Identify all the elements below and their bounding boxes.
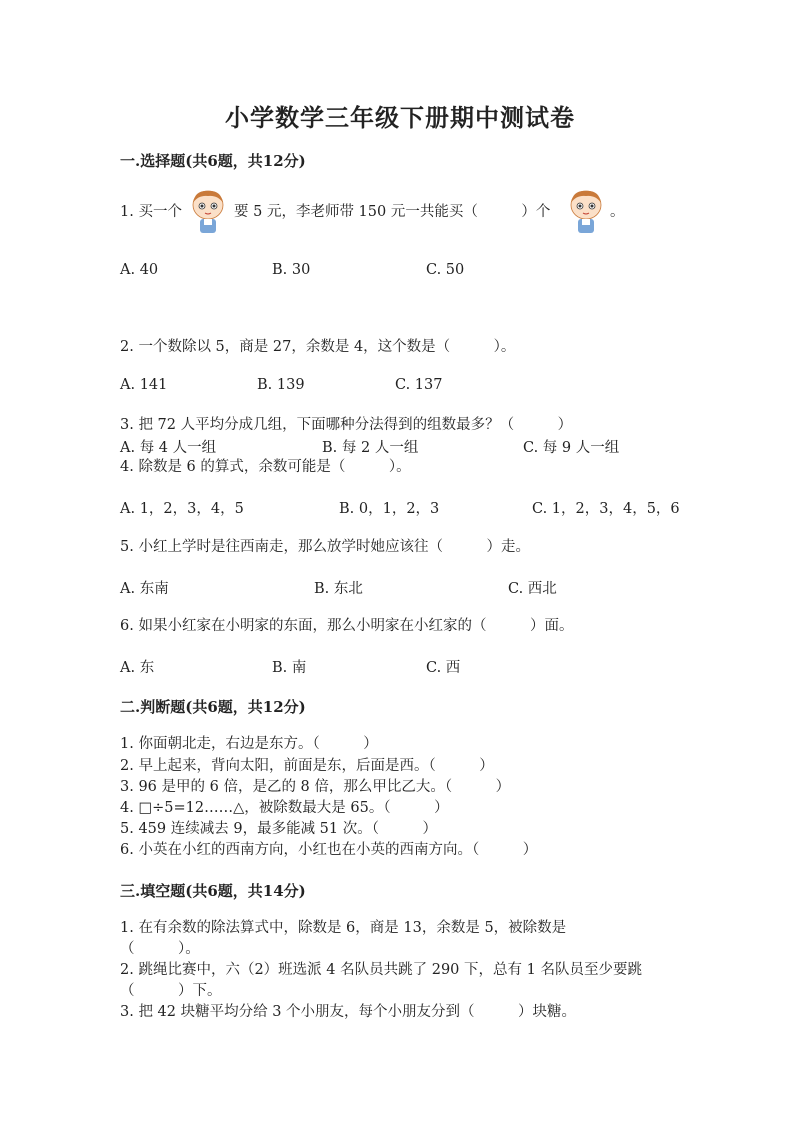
q3-option-b: B. 每 2 人一组 bbox=[322, 440, 419, 456]
q5-option-a: A. 东南 bbox=[120, 581, 169, 597]
q4-option-b: B. 0，1，2，3 bbox=[339, 501, 440, 517]
q1-option-a: A. 40 bbox=[120, 262, 159, 278]
q3-option-a: A. 每 4 人一组 bbox=[120, 440, 217, 456]
page-title: 小学数学三年级下册期中测试卷 bbox=[225, 103, 575, 132]
fill-question-2-line-2: （ ）下。 bbox=[120, 983, 222, 999]
judge-question-5: 5. 459 连续减去 9，最多能减 51 次。（ ） bbox=[120, 821, 437, 837]
question-1-part-a: 1. 买一个 bbox=[120, 204, 182, 220]
q2-option-b: B. 139 bbox=[257, 377, 305, 393]
question-1-part-b: 要 5 元，李老师带 150 元一共能买（ ）个 bbox=[234, 204, 551, 220]
q2-option-a: A. 141 bbox=[120, 377, 168, 393]
judge-question-2: 2. 早上起来，背向太阳，前面是东，后面是西。（ ） bbox=[120, 758, 494, 774]
judge-question-4: 4. □÷5=12……△，被除数最大是 65。（ ） bbox=[120, 800, 449, 816]
judge-question-3: 3. 96 是甲的 6 倍，是乙的 8 倍，那么甲比乙大。（ ） bbox=[120, 779, 511, 795]
q5-option-c: C. 西北 bbox=[508, 581, 557, 597]
question-2: 2. 一个数除以 5，商是 27，余数是 4，这个数是（ ）。 bbox=[120, 339, 516, 355]
question-3: 3. 把 72 人平均分成几组，下面哪种分法得到的组数最多？（ ） bbox=[120, 417, 573, 433]
question-6: 6. 如果小红家在小明家的东面，那么小明家在小红家的（ ）面。 bbox=[120, 618, 574, 634]
q1-option-c: C. 50 bbox=[426, 262, 465, 278]
q1-option-b: B. 30 bbox=[272, 262, 311, 278]
q6-option-c: C. 西 bbox=[426, 660, 461, 676]
q5-option-b: B. 东北 bbox=[314, 581, 363, 597]
q6-option-b: B. 南 bbox=[272, 660, 307, 676]
fill-question-1-line-1: 1. 在有余数的除法算式中，除数是 6，商是 13，余数是 5，被除数是 bbox=[120, 920, 567, 936]
fill-question-3: 3. 把 42 块糖平均分给 3 个小朋友，每个小朋友分到（ ）块糖。 bbox=[120, 1004, 577, 1020]
judge-question-6: 6. 小英在小红的西南方向，小红也在小英的西南方向。（ ） bbox=[120, 842, 538, 858]
q2-option-c: C. 137 bbox=[395, 377, 443, 393]
boy-doll-icon bbox=[190, 188, 226, 236]
fill-question-1-line-2: （ ）。 bbox=[120, 941, 200, 957]
q6-option-a: A. 东 bbox=[120, 660, 155, 676]
judge-question-1: 1. 你面朝北走，右边是东方。（ ） bbox=[120, 736, 378, 752]
question-1-part-c: 。 bbox=[610, 204, 625, 220]
question-4: 4. 除数是 6 的算式，余数可能是（ ）。 bbox=[120, 459, 411, 475]
q3-option-c: C. 每 9 人一组 bbox=[523, 440, 620, 456]
boy-doll-icon bbox=[568, 188, 604, 236]
q4-option-a: A. 1，2，3，4，5 bbox=[120, 501, 244, 517]
fill-question-2-line-1: 2. 跳绳比赛中，六（2）班选派 4 名队员共跳了 290 下，总有 1 名队员至少要跳 bbox=[120, 962, 642, 978]
section-heading-choice: 一.选择题(共6题，共12分) bbox=[120, 152, 306, 170]
question-5: 5. 小红上学时是往西南走，那么放学时她应该往（ ）走。 bbox=[120, 539, 530, 555]
section-heading-judge: 二.判断题(共6题，共12分) bbox=[120, 698, 306, 716]
section-heading-fill: 三.填空题(共6题，共14分) bbox=[120, 882, 306, 900]
q4-option-c: C. 1，2，3，4，5，6 bbox=[532, 501, 680, 517]
